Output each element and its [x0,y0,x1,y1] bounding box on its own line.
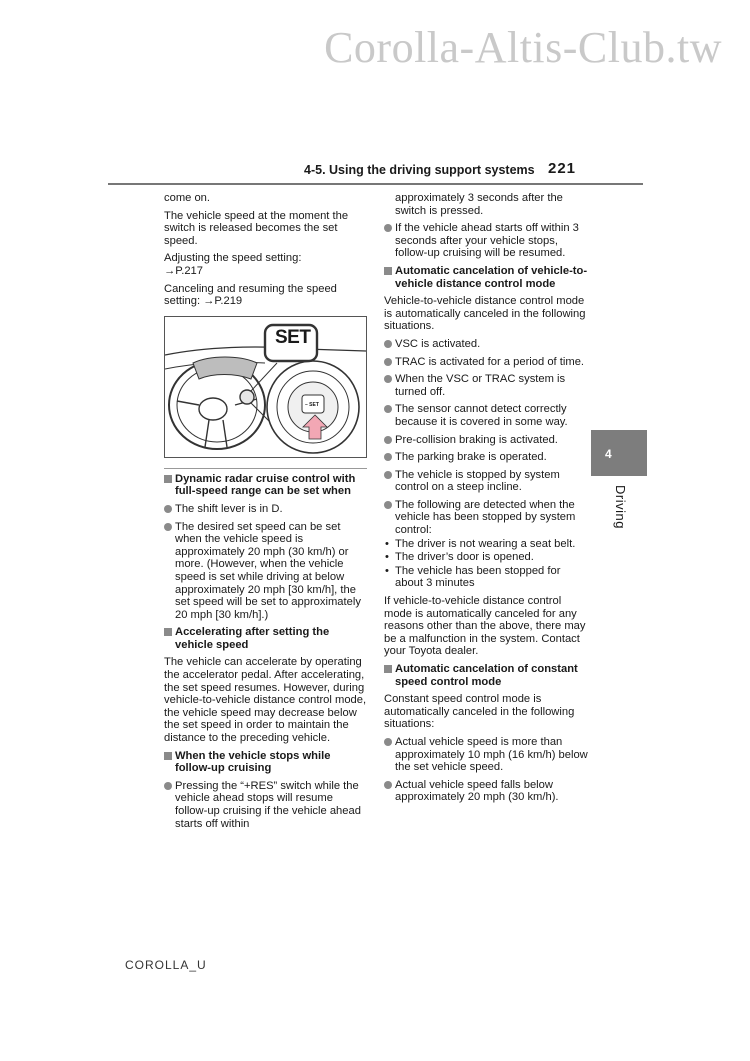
section-square-icon [164,475,172,483]
right-column [384,192,589,809]
bullet-text: VSC is activated. [395,337,481,350]
bullet-item [384,469,589,494]
sub-bullet-marker: • [385,564,389,577]
bullet-dot-icon [164,782,172,790]
bullet-text: The desired set speed can be set when the vehicle speed is approximately 20 mph (30 km/h) or more. (However, when the vehicle speed is set while driving at below approximately 20 mph [30 km/h], the set speed will be set to approximately 20 mph [30 km/h].) [175,520,361,621]
paragraph: The vehicle can accelerate by operating the accelerator pedal. After accelerating, the set speed resumes. However, during vehicle-to-vehicle distance control mode, the vehicle speed may decrease below the set speed in order to maintain the distance to the preceding vehicle. [164,656,367,745]
section-square-icon [384,267,392,275]
bullet-item [384,222,589,260]
paragraph: The vehicle speed at the moment the switch is released becomes the set speed. [164,209,349,247]
section-heading [164,473,367,498]
bullet-item [384,338,589,351]
bullet-item [384,779,589,804]
paragraph-adjusting-speed [164,252,367,277]
bullet-text: The sensor cannot detect correctly because it is covered in some way. [395,403,568,428]
bullet-dot-icon [384,436,392,444]
bullet-dot-icon [164,523,172,531]
bullet-dot-icon [384,405,392,413]
bullet-text: Actual vehicle speed falls below approximately 20 mph (30 km/h). [395,778,559,804]
heading-text: Automatic cancelation of vehicle-to-vehicle distance control mode [395,264,588,290]
left-column [164,192,367,835]
bullet-dot-icon [384,453,392,461]
bullet-dot-icon [384,224,392,232]
continued-text: approximately 3 seconds after the switch is pressed. [395,192,563,217]
header-divider [108,183,643,185]
bullet-text: TRAC is activated for a period of time. [395,355,585,368]
section-title: 4-5. Using the driving support systems [304,163,535,177]
paragraph: come on. [164,192,211,204]
bullet-dot-icon [384,358,392,366]
page-reference-link[interactable]: →P.217 [164,264,203,277]
section-heading [164,626,367,651]
bullet-dot-icon [384,738,392,746]
footer-model-code: COROLLA_U [125,958,207,972]
dashboard-drawing [165,317,366,457]
paragraph: Constant speed control mode is automatically canceled in the following situations: [384,693,575,731]
heading-text: Accelerating after setting the vehicle speed [175,626,330,651]
set-callout-label: SET [275,326,311,348]
bullet-text: The following are detected when the vehicle has been stopped by system control: [395,498,576,537]
paragraph: Canceling and resuming the speed setting: →P.219 [164,282,337,308]
bullet-dot-icon [384,375,392,383]
sub-bullet-text: The vehicle has been stopped for about 3 minutes [395,564,561,590]
set-switch-label: – SET [305,401,319,408]
bullet-item [384,403,589,428]
sub-bullet-text: The driver is not wearing a seat belt. [395,537,576,550]
bullet-dot-icon [384,781,392,789]
chapter-tab-number: 4 [605,447,612,461]
watermark: Corolla-Altis-Club.tw [324,23,722,72]
paragraph-text: Adjusting the speed setting: [164,252,302,265]
bullet-text: Actual vehicle speed is more than approximately 10 mph (16 km/h) below the set vehicle speed. [395,735,588,774]
paragraph: Vehicle-to-vehicle distance control mode is automatically canceled in the following situations. [384,295,586,333]
bullet-item [384,736,589,774]
heading-text: Automatic cancelation of constant speed control mode [395,663,578,688]
bullet-item [384,373,589,398]
section-heading [384,265,589,290]
heading-text: Dynamic radar cruise control with full-speed range can be set when [175,472,356,498]
bullet-item [164,503,367,516]
bullet-text: When the VSC or TRAC system is turned off. [395,373,566,398]
page-number: 221 [548,160,577,177]
section-square-icon [164,752,172,760]
bullet-item [384,434,589,447]
bullet-dot-icon [384,501,392,509]
sub-bullet-item [384,538,589,551]
section-heading [164,750,367,775]
steering-switch-illustration [164,316,367,458]
bullet-text: The vehicle is stopped by system control on a steep incline. [395,468,560,494]
section-square-icon [384,665,392,673]
bullet-dot-icon [164,505,172,513]
bullet-dot-icon [384,340,392,348]
bullet-text: If the vehicle ahead starts off within 3 seconds after your vehicle stops, follow-up cruising will be resumed. [395,222,579,260]
bullet-text: The shift lever is in D. [175,502,283,515]
figure-divider [164,468,367,469]
chapter-tab-label: Driving [613,485,628,529]
bullet-item [384,451,589,464]
chapter-tab[interactable] [591,430,647,476]
section-heading [384,663,589,688]
bullet-item [384,356,589,369]
paragraph: If vehicle-to-vehicle distance control mode is automatically canceled for any reasons other than the above, there may be a malfunction in the system. Contact your Toyota dealer. [384,595,586,658]
section-square-icon [164,628,172,636]
sub-bullet-text: The driver’s door is opened. [395,551,534,564]
bullet-text: Pre-collision braking is activated. [395,433,558,446]
sub-bullet-marker: • [385,551,389,564]
sub-bullet-marker: • [385,537,389,550]
bullet-item [164,780,367,830]
bullet-text: The parking brake is operated. [395,451,547,464]
sub-bullet-item [384,565,589,590]
bullet-item [164,521,367,622]
sub-bullet-item [384,551,589,564]
heading-text: When the vehicle stops while follow-up cruising [175,749,331,775]
bullet-dot-icon [384,471,392,479]
bullet-text: Pressing the “+RES” switch while the vehicle ahead stops will resume follow-up cruising if the vehicle ahead starts off within [175,779,361,830]
bullet-item [384,499,589,537]
